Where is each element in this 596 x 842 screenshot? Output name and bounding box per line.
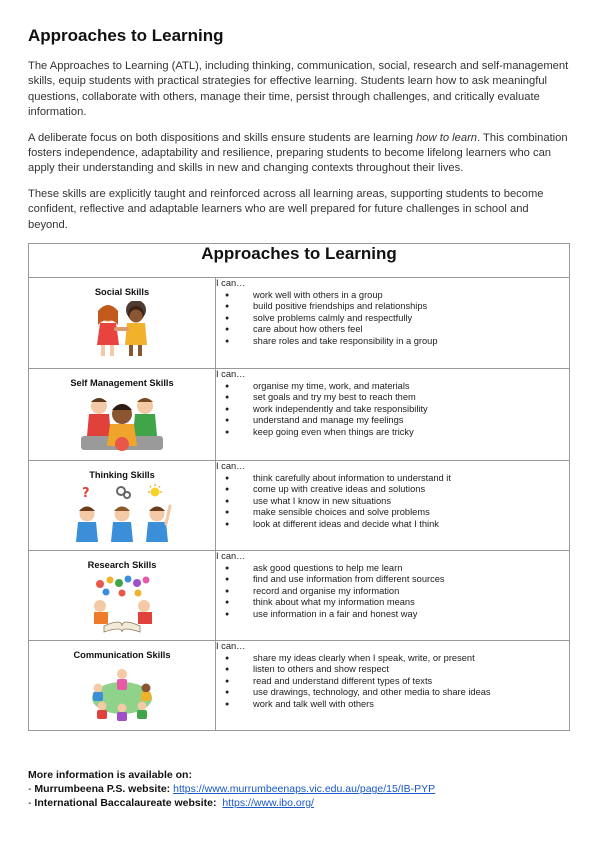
intro-paragraph-1: The Approaches to Learning (ATL), including thinking, communication, social, research and self-management skills, equip students with practical strategies for effective learning. Students learn how to ask meaningful questions, collaborate with others, manage their time, persist through challenges, and critically evaluate information. <box>28 60 569 119</box>
thinking-skills-illustration <box>70 484 174 544</box>
skill-name: Research Skills <box>87 560 157 571</box>
link-label-ib: International Baccalaureate website: <box>34 797 217 809</box>
table-row <box>29 461 570 551</box>
skill-list <box>216 563 569 621</box>
skill-cell-social <box>29 278 216 369</box>
list-item: ● share my ideas clearly when I speak, write, or present <box>247 653 569 665</box>
can-cell-research <box>216 551 570 641</box>
more-info-line-ib <box>28 796 435 810</box>
atl-table-header-row <box>29 244 570 278</box>
i-can-label: I can… <box>216 278 246 289</box>
list-item: ● set goals and try my best to reach them <box>247 392 569 404</box>
link-label-school: Murrumbeena P.S. website: <box>34 783 171 795</box>
can-cell-social <box>216 278 570 369</box>
list-item: ● build positive friendships and relationships <box>247 301 569 313</box>
list-item: ● make sensible choices and solve problems <box>247 507 569 519</box>
can-cell-communication <box>216 641 570 731</box>
skill-name: Thinking Skills <box>89 470 155 481</box>
atl-table <box>28 243 570 731</box>
table-row <box>29 551 570 641</box>
list-item: ● listen to others and show respect <box>247 664 569 676</box>
more-info-section <box>28 768 435 810</box>
list-item: ● use what I know in new situations <box>247 496 569 508</box>
skill-cell-research <box>29 551 216 641</box>
list-item: ● organise my time, work, and materials <box>247 381 569 393</box>
list-item: ● keep going even when things are tricky <box>247 427 569 439</box>
skill-name: Communication Skills <box>73 650 171 661</box>
intro-paragraph-2-emphasis: how to learn <box>416 131 478 144</box>
ib-website-link[interactable]: https://www.ibo.org/ <box>222 797 314 809</box>
can-cell-self-management <box>216 369 570 461</box>
skill-list <box>216 381 569 439</box>
skill-list <box>216 290 569 348</box>
table-row <box>29 641 570 731</box>
skill-list <box>216 473 569 531</box>
skill-cell-thinking <box>29 461 216 551</box>
social-skills-illustration <box>89 301 155 359</box>
list-item: ● share roles and take responsibility in a group <box>247 336 569 348</box>
atl-table-title: Approaches to Learning <box>29 244 570 278</box>
list-item: ● look at different ideas and decide what I think <box>247 519 569 531</box>
list-item: ● come up with creative ideas and solutions <box>247 484 569 496</box>
self-management-skills-illustration <box>77 392 167 454</box>
more-info-heading-text: More information is available on: <box>28 769 192 781</box>
list-item: ● think carefully about information to understand it <box>247 473 569 485</box>
document-body <box>28 26 570 731</box>
svg-text:?: ? <box>82 486 90 502</box>
skill-name: Self Management Skills <box>70 378 174 389</box>
list-item: ● solve problems calmly and respectfully <box>247 313 569 325</box>
can-cell-thinking <box>216 461 570 551</box>
i-can-label: I can… <box>216 461 246 472</box>
dash-prefix: - <box>28 797 35 809</box>
intro-paragraph-2-end: . This combination fosters independence, adaptability and resilience, preparing students to become lifelong learners who can apply their understanding and skills in new and changing contexts throughout their lives. <box>28 131 568 175</box>
list-item: ● use information in a fair and honest way <box>247 609 569 621</box>
i-can-label: I can… <box>216 369 246 380</box>
list-item: ● ask good questions to help me learn <box>247 563 569 575</box>
more-info-heading <box>28 768 435 782</box>
research-skills-illustration <box>86 574 158 634</box>
list-item: ● find and use information from different sources <box>247 574 569 586</box>
page-title: Approaches to Learning <box>28 26 224 45</box>
list-item: ● work and talk well with others <box>247 699 569 711</box>
i-can-label: I can… <box>216 551 246 562</box>
list-item: ● record and organise my information <box>247 586 569 598</box>
list-item: ● read and understand different types of texts <box>247 676 569 688</box>
table-row <box>29 278 570 369</box>
list-item: ● understand and manage my feelings <box>247 415 569 427</box>
school-website-link[interactable]: https://www.murrumbeenaps.vic.edu.au/page/15/IB-PYP <box>173 783 436 795</box>
dash-prefix: - <box>28 783 35 795</box>
communication-skills-illustration <box>86 664 158 722</box>
skill-cell-self-management <box>29 369 216 461</box>
list-item: ● care about how others feel <box>247 324 569 336</box>
list-item: ● work independently and take responsibility <box>247 404 569 416</box>
list-item: ● use drawings, technology, and other media to share ideas <box>247 687 569 699</box>
skill-list <box>216 653 569 711</box>
skill-name: Social Skills <box>94 287 150 298</box>
intro-paragraph-2 <box>28 131 570 177</box>
intro-paragraph-3: These skills are explicitly taught and reinforced across all learning areas, supporting students to become confident, reflective and adaptable learners who are well prepared for future challenges in school and beyond. <box>28 187 544 231</box>
intro-paragraph-2-start: A deliberate focus on both dispositions and skills ensure students are learning <box>28 131 417 144</box>
skill-cell-communication <box>29 641 216 731</box>
list-item: ● work well with others in a group <box>247 290 569 302</box>
more-info-line-school <box>28 782 435 796</box>
list-item: ● think about what my information means <box>247 597 569 609</box>
i-can-label: I can… <box>216 641 246 652</box>
table-row <box>29 369 570 461</box>
